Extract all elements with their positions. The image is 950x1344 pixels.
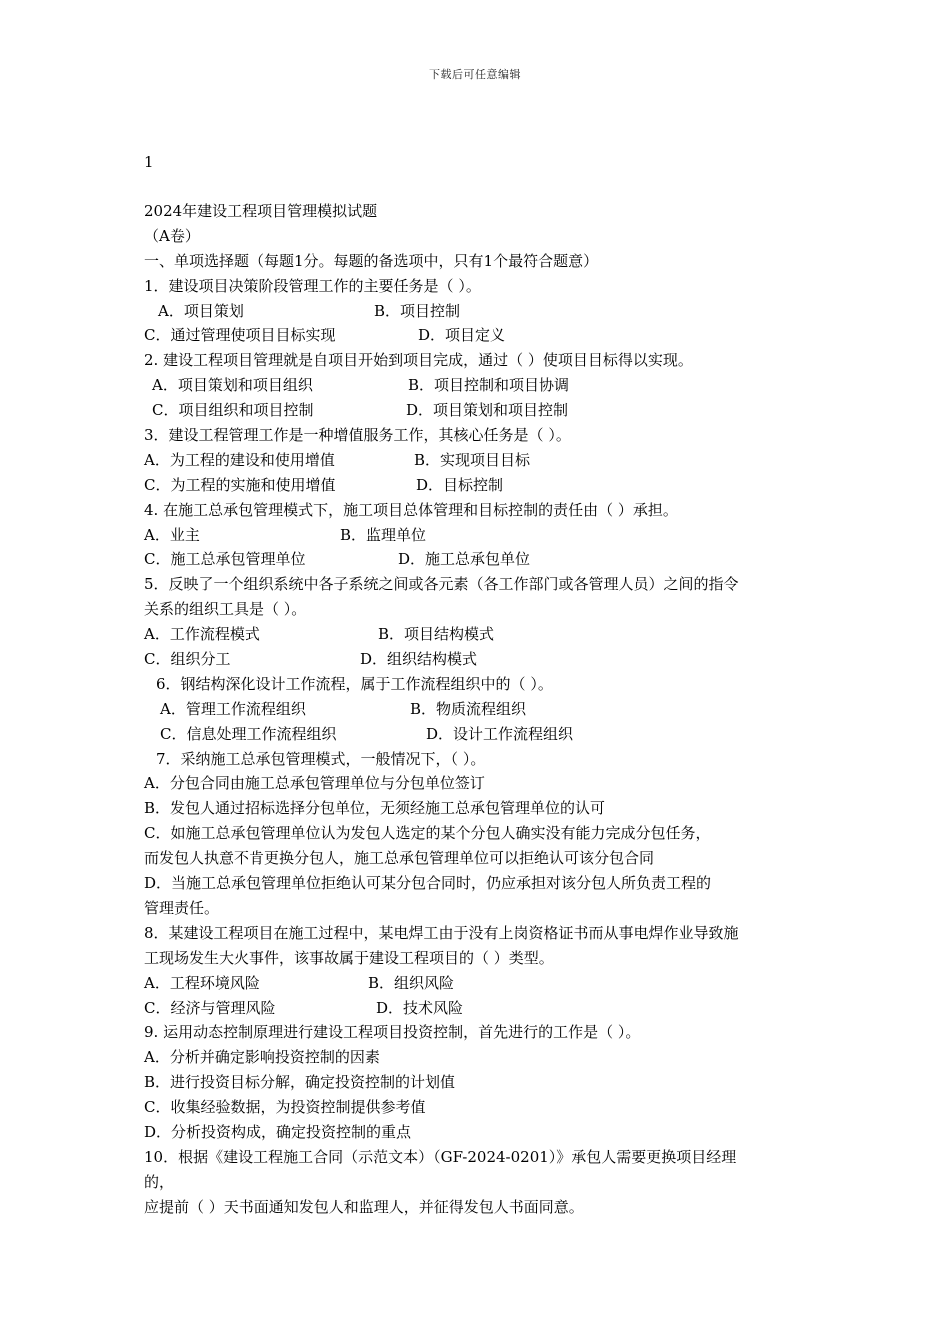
question-stem: 5．反映了一个组织系统中各子系统之间或各元素（各工作部门或各管理人员）之间的指令 [144, 575, 739, 594]
option-a: A．业主 [144, 525, 200, 544]
option-a: A．工程环境风险 [144, 973, 260, 992]
option-d: D．设计工作流程组织 [426, 724, 574, 743]
question-stem: 10．根据《建设工程施工合同（示范文本）（GF-2024-0201）》承包人需要更换项目经理 [144, 1147, 737, 1166]
section-title: 一、单项选择题（每题1分。每题的备选项中，只有1个最符合题意） [144, 251, 599, 270]
document-body [144, 199, 814, 1220]
question-stem: 3．建设工程管理工作是一种增值服务工作，其核心任务是（ ）。 [144, 426, 571, 445]
options-row [144, 971, 814, 996]
options-row [144, 647, 814, 672]
option-c: C．施工总承包管理单位 [144, 550, 306, 569]
option-b: B．监理单位 [340, 525, 427, 544]
options-row [144, 697, 814, 722]
option-text: D．当施工总承包管理单位拒绝认可某分包合同时，仍应承担对该分包人所负责工程的 [144, 874, 712, 893]
option-c: C．信息处理工作流程组织 [160, 724, 337, 743]
option-a: A．工作流程模式 [144, 625, 260, 644]
option-b: B．组织风险 [368, 973, 455, 992]
question-stem: 1．建设项目决策阶段管理工作的主要任务是（ ）。 [144, 276, 481, 295]
question-stem-continued: 应提前（ ）天书面通知发包人和监理人，并征得发包人书面同意。 [144, 1197, 584, 1216]
options-row [144, 299, 814, 324]
options-row [144, 996, 814, 1021]
option-text: D．分析投资构成，确定投资控制的重点 [144, 1122, 412, 1141]
option-b: B．项目控制和项目协调 [408, 376, 570, 395]
option-d: D．目标控制 [416, 475, 504, 494]
option-a: A．项目策划 [158, 301, 244, 320]
option-a: A．项目策划和项目组织 [152, 376, 313, 395]
options-row [144, 622, 814, 647]
option-text: B．进行投资目标分解，确定投资控制的计划值 [144, 1073, 456, 1092]
question-stem: 9. 运用动态控制原理进行建设工程项目投资控制，首先进行的工作是（ ）。 [144, 1023, 641, 1042]
option-text: A．分析并确定影响投资控制的因素 [144, 1048, 380, 1067]
option-b: B．物质流程组织 [410, 699, 527, 718]
option-text: 而发包人执意不肯更换分包人，施工总承包管理单位可以拒绝认可该分包合同 [144, 849, 655, 868]
option-text: A．分包合同由施工总承包管理单位与分包单位签订 [144, 774, 485, 793]
options-row [144, 398, 814, 423]
question-stem: 7．采纳施工总承包管理模式，一般情况下，（ ）。 [156, 749, 486, 768]
option-text: C．如施工总承包管理单位认为发包人选定的某个分包人确实没有能力完成分包任务， [144, 824, 711, 843]
question-stem: 8．某建设工程项目在施工过程中，某电焊工由于没有上岗资格证书而从事电焊作业导致施 [144, 923, 739, 942]
option-b: B．项目控制 [374, 301, 461, 320]
question-stem-continued: 关系的组织工具是（ ）。 [144, 600, 307, 619]
option-text: B．发包人通过招标选择分包单位，无须经施工总承包管理单位的认可 [144, 799, 606, 818]
option-d: D．技术风险 [376, 998, 464, 1017]
option-d: D．组织结构模式 [360, 650, 478, 669]
options-row [144, 448, 814, 473]
document-title: 2024年建设工程项目管理模拟试题 [144, 202, 378, 220]
option-d: D．项目定义 [418, 326, 506, 345]
options-row [144, 373, 814, 398]
option-text: C．收集经验数据，为投资控制提供参考值 [144, 1098, 426, 1117]
question-stem-continued: 工现场发生大火事件，该事故属于建设工程项目的（ ）类型。 [144, 948, 554, 967]
option-d: D．项目策划和项目控制 [406, 401, 569, 420]
option-a: A．管理工作流程组织 [160, 699, 306, 718]
document-volume: （A卷） [144, 226, 200, 245]
option-a: A．为工程的建设和使用增值 [144, 450, 335, 469]
question-stem: 2. 建设工程项目管理就是自项目开始到项目完成，通过（ ）使项目目标得以实现。 [144, 351, 693, 370]
options-row [144, 547, 814, 572]
options-row [144, 523, 814, 548]
option-c: C．组织分工 [144, 650, 231, 669]
option-b: B．实现项目目标 [414, 450, 531, 469]
option-c: C．为工程的实施和使用增值 [144, 475, 336, 494]
question-stem: 6．钢结构深化设计工作流程，属于工作流程组织中的（ ）。 [156, 674, 553, 693]
option-d: D．施工总承包单位 [398, 550, 531, 569]
option-b: B．项目结构模式 [378, 625, 495, 644]
question-stem-continued: 的， [144, 1172, 175, 1191]
question-stem: 4. 在施工总承包管理模式下，施工项目总体管理和目标控制的责任由（ ）承担。 [144, 500, 678, 519]
header-note: 下载后可任意编辑 [429, 68, 521, 81]
option-c: C．经济与管理风险 [144, 998, 276, 1017]
option-c: C．项目组织和项目控制 [152, 401, 314, 420]
option-c: C．通过管理使项目目标实现 [144, 326, 336, 345]
page-number: 1 [144, 153, 154, 171]
options-row [144, 323, 814, 348]
option-text: 管理责任。 [144, 898, 220, 917]
options-row [144, 722, 814, 747]
options-row [144, 473, 814, 498]
